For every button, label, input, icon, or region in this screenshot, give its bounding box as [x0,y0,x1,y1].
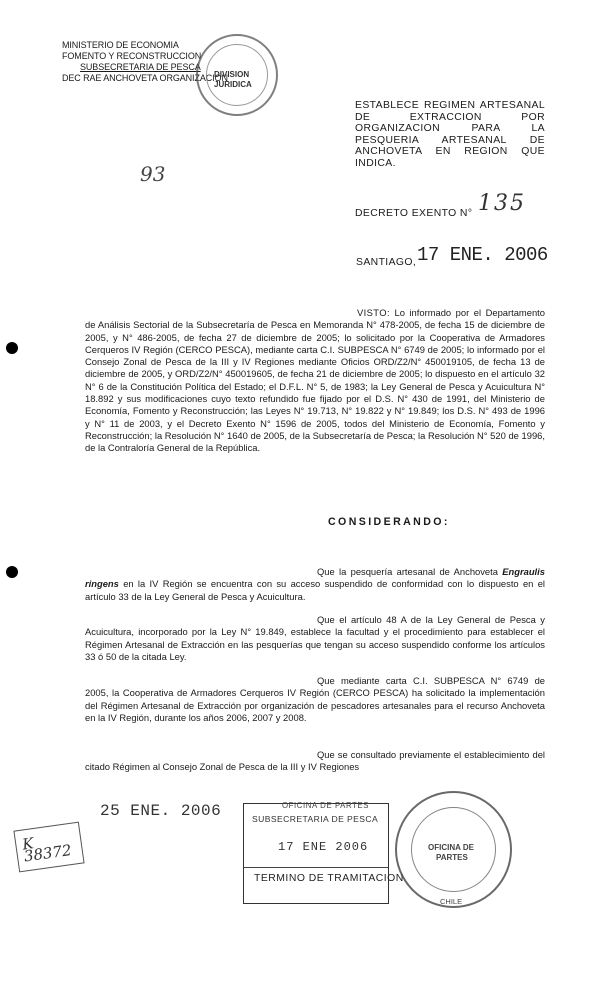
considerando-heading: CONSIDERANDO: [328,516,450,528]
handwritten-number: 93 [140,162,166,186]
file-code-stamp [13,822,84,873]
decreto-number: 135 [478,191,526,216]
visto-paragraph [85,307,545,455]
letterhead-subsecretaria: SUBSECRETARIA DE PESCA [80,62,201,72]
decree-date-stamp: 17 ENE. 2006 [417,244,548,266]
letterhead-reference: DEC RAE ANCHOVETA ORGANIZACION [62,73,228,83]
letterhead-ministry: MINISTERIO DE ECONOMIA [62,40,179,50]
round-seal-country: CHILE [440,897,463,906]
partes-office-label: OFICINA DE PARTES [282,801,370,810]
title-line: ESTABLECE REGIMEN ARTESANAL [355,100,545,111]
considerando-2: Que el artículo 48 A de la Ley General de Pesca y Acuicultura, incorporado por la Ley N° 19.849, establece la facultad y el procedimiento para establecer el Régimen Artesanal de Extracción en las pesquerías que tengan su acceso suspendido conforme los artículos 33 ó 50 de la citada Ley. [85,614,545,662]
considerando-3: Que mediante carta C.I. SUBPESCA N° 6749 de 2005, la Cooperativa de Armadores Cerqueros IV Región (CERCO PESCA) ha solicitado la implementación del Régimen Artesanal de Extracción por organización de pescadores artesanales para el recurso Anchoveta en la IV Región, durante los años 2006, 2007 y 2008. [85,675,545,723]
santiago-label: SANTIAGO, [356,257,417,268]
considerando-1-end: en la IV Región se encuentra con su acceso suspendido de conformidad con lo dispuesto en el artículo 33 de la Ley General de Pesca y Acuicultura. [85,578,545,602]
decree-title [355,100,545,169]
considerando-4: Que se consultado previamente el establecimiento del citado Régimen al Consejo Zonal de Pesca de la III y IV Regiones [85,749,545,773]
punch-hole [6,566,18,578]
species-name: Engraulis ringens [85,566,545,590]
division-juridica-seal-text: DIVISION JURIDICA [214,70,252,89]
partes-divider [244,867,388,868]
title-line: PESQUERIA ARTESANAL DE [355,134,545,146]
partes-date: 17 ENE 2006 [278,840,369,854]
visto-text: Lo informado por el Departamento de Análisis Sectorial de la Subsecretaría de Pesca en Memoranda N° 478-2005, de fecha 15 de diciembre de 2005, y N° 486-2005, de fecha 27 de diciembre de 2005; lo solicitado por la Cooperativa de Armadores Cerqueros IV Región (CERCO PESCA), mediante carta C.I. SUBPESCA N° 6749 de 2005; lo informado por el Consejo Zonal de Pesca de la III y IV Regiones mediante Oficios ORD/Z2/N° 450019105, de fecha 13 de diciembre de 2005, y ORD/Z2/N° 450019605, de fecha 21 de diciembre de 2005; lo dispuesto en el artículo 32 N° 6 de la Constitución Política del Estado; el D.F.L. N° 5, de 1983; la Ley General de Pesca y Acuicultura N° 18.892 y sus modificaciones cuyo texto refundido fue fijado por el D.S. N° 430 de 1991, del Ministerio de Economía, Fomento y Reconstrucción; las Leyes N° 19.713, N° 19.822 y N° 19.849; los D.S. N° 493 de 1996 y N° 11 de 2003, y el Decreto Exento N° 1596 de 2005, todos del Ministerio de Economía, Fomento y Reconstrucción; la Resolución N° 1640 de 2005, de la Subsecretaría de Pesca; la Resolución N° 520 de 1996, de la Contraloría General de la República. [85,307,545,454]
decreto-label: DECRETO EXENTO N° [355,208,473,219]
round-seal-text: OFICINA DE PARTES [428,843,474,862]
title-line: INDICA. [355,157,396,169]
visto-label: VISTO: [357,307,390,318]
title-line: ORGANIZACION PARA LA [355,123,545,134]
considerando-1-start: Que la pesquería artesanal de Anchoveta [317,566,498,577]
file-code: K 38372 [21,834,73,866]
received-date-stamp: 25 ENE. 2006 [100,802,222,820]
considerando-1 [85,566,545,603]
partes-subsecretaria-label: SUBSECRETARIA DE PESCA [252,814,379,824]
termino-tramitacion-label: TERMINO DE TRAMITACION [254,873,404,884]
title-line: ANCHOVETA EN REGION QUE [355,146,545,157]
letterhead-ministry-2: FOMENTO Y RECONSTRUCCION [62,51,202,61]
punch-hole [6,342,18,354]
title-line: DE EXTRACCION POR [355,111,545,123]
